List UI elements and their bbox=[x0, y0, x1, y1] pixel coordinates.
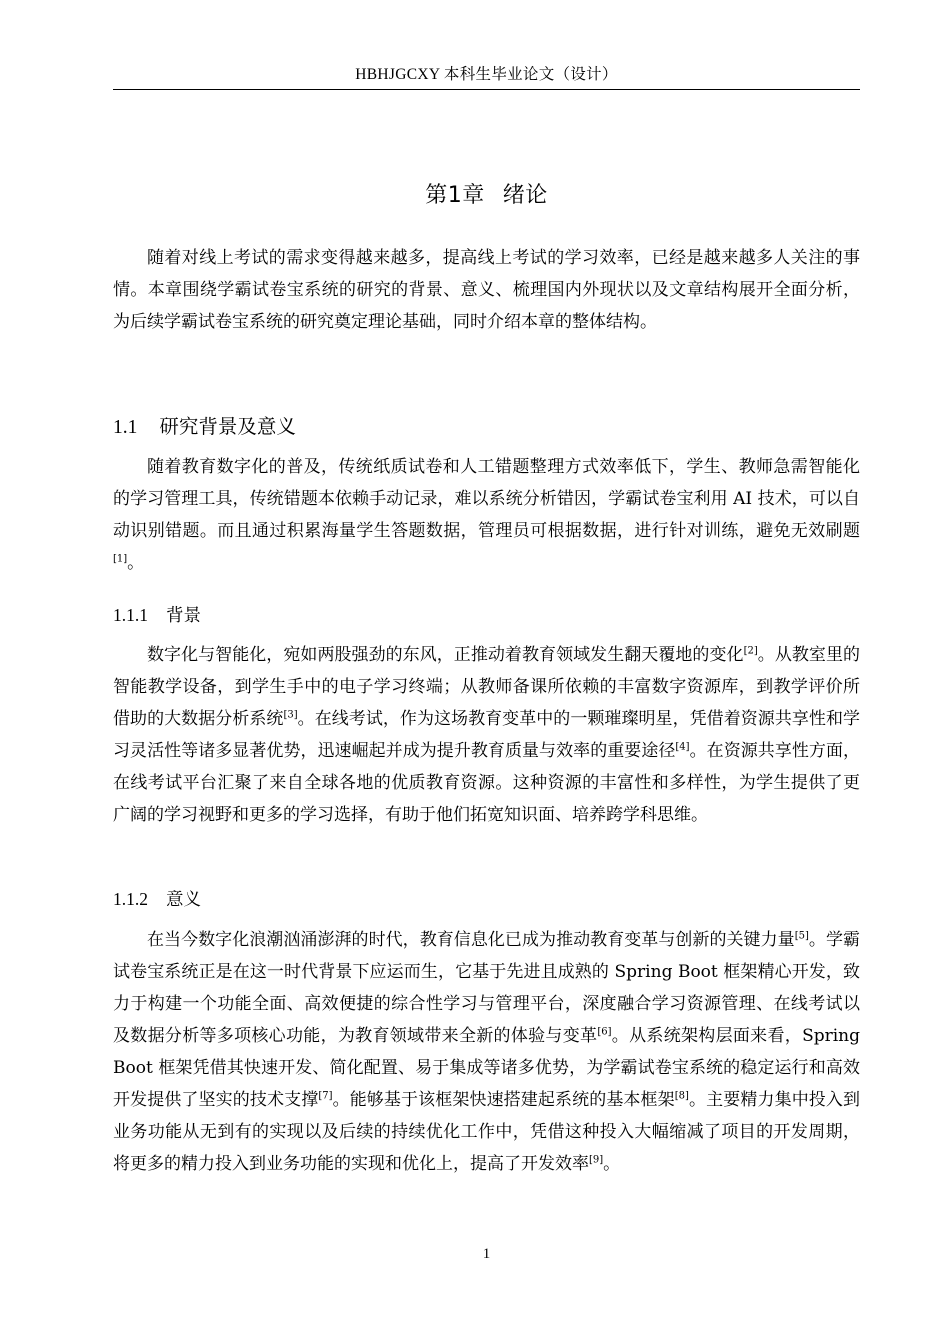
citation-3: [3] bbox=[283, 709, 298, 721]
paragraph-text: 。从教室里的智能教学设备，到学生手中的电子学习终端；从教师备课所依赖的丰富数字资源库，到教学评价所借助的大数据分析系统 bbox=[113, 645, 861, 729]
paragraph-text: 数字化与智能化，宛如两股强劲的东风，正推动着教育领域发生翻天覆地的变化 bbox=[147, 645, 744, 665]
header-rule bbox=[113, 89, 860, 90]
paragraph-text: 在当今数字化浪潮汹涌澎湃的时代，教育信息化已成为推动教育变革与创新的关键力量 bbox=[147, 930, 795, 950]
citation-2: [2] bbox=[743, 645, 758, 657]
citation-9: [9] bbox=[589, 1154, 604, 1166]
paragraph-text: 。从系统架构层面来看，Spring Boot 框架凭借其快速开发、简化配置、易于集成等诸多优势，为学霸试卷宝系统的稳定运行和高效开发提供了坚实的技术支撑 bbox=[113, 1026, 860, 1110]
paragraph-text: 。在线考试，作为这场教育变革中的一颗璀璨明星，凭借着资源共享性和学习灵活性等诸多显著优势，迅速崛起并成为提升教育质量与效率的重要途径 bbox=[113, 709, 861, 761]
section-heading-1-1-2 bbox=[113, 886, 860, 911]
intro-paragraph: 随着对线上考试的需求变得越来越多，提高线上考试的学习效率，已经是越来越多人关注的事情。本章围绕学霸试卷宝系统的研究的背景、意义、梳理国内外现状以及文章结构展开全面分析，为后续学霸试卷宝系统的研究奠定理论基础，同时介绍本章的整体结构。 bbox=[113, 248, 860, 332]
section-number: 1.1.1 bbox=[113, 605, 148, 625]
section-heading-1-1 bbox=[113, 411, 860, 439]
section-title: 背景 bbox=[166, 606, 201, 626]
citation-7: [7] bbox=[318, 1090, 333, 1102]
paragraph-text: 。学霸试卷宝系统正是在这一时代背景下应运而生，它基于先进且成熟的 Spring Boot 框架精心开发，致力于构建一个功能全面、高效便捷的综合性学习与管理平台，深度融合学习资源管理、在线考试以及数据分析等多项核心功能，为教育领域带来全新的体验与变革 bbox=[113, 930, 861, 1046]
citation-1: [1] bbox=[113, 553, 128, 565]
paragraph-text: 。主要精力集中投入到业务功能从无到有的实现以及后续的持续优化工作中，凭借这种投入大幅缩减了项目的开发周期，将更多的精力投入到业务功能的实现和优化上，提高了开发效率 bbox=[113, 1090, 861, 1174]
chapter-name: 绪论 bbox=[502, 183, 548, 208]
paragraph-text: 。 bbox=[127, 553, 145, 573]
running-header: HBHJGCXY 本科生毕业论文（设计） bbox=[355, 66, 618, 83]
citation-6: [6] bbox=[597, 1026, 612, 1038]
section-number: 1.1.2 bbox=[113, 889, 148, 909]
page-number: 1 bbox=[482, 1246, 491, 1262]
paragraph-text: 。在资源共享性方面，在线考试平台汇聚了来自全球各地的优质教育资源。这种资源的丰富性和多样性，为学生提供了更广阔的学习视野和更多的学习选择，有助于他们拓宽知识面、培养跨学科思维。 bbox=[113, 741, 861, 825]
section-heading-1-1-1 bbox=[113, 602, 860, 627]
paragraph-text: 。 bbox=[603, 1154, 621, 1174]
citation-8: [8] bbox=[674, 1090, 689, 1102]
background-paragraph bbox=[113, 639, 860, 831]
section-number: 1.1 bbox=[113, 417, 138, 438]
paragraph-text: 。能够基于该框架快速搭建起系统的基本框架 bbox=[332, 1090, 675, 1110]
paragraph-text: 随着教育数字化的普及，传统纸质试卷和人工错题整理方式效率低下，学生、教师急需智能化的学习管理工具，传统错题本依赖手动记录，难以系统分析错因，学霸试卷宝利用 AI 技术，可以自动识别错题。而且通过积累海量学生答题数据，管理员可根据数据，进行针对训练，避免无效刷题 bbox=[113, 457, 860, 541]
significance-paragraph bbox=[113, 924, 860, 1180]
citation-4: [4] bbox=[675, 741, 690, 753]
section-title: 研究背景及意义 bbox=[159, 415, 296, 438]
chapter-title bbox=[113, 178, 860, 209]
chapter-number: 第1章 bbox=[425, 183, 485, 208]
citation-5: [5] bbox=[794, 930, 809, 942]
section-title: 意义 bbox=[166, 890, 201, 910]
background-significance-paragraph bbox=[113, 451, 860, 579]
